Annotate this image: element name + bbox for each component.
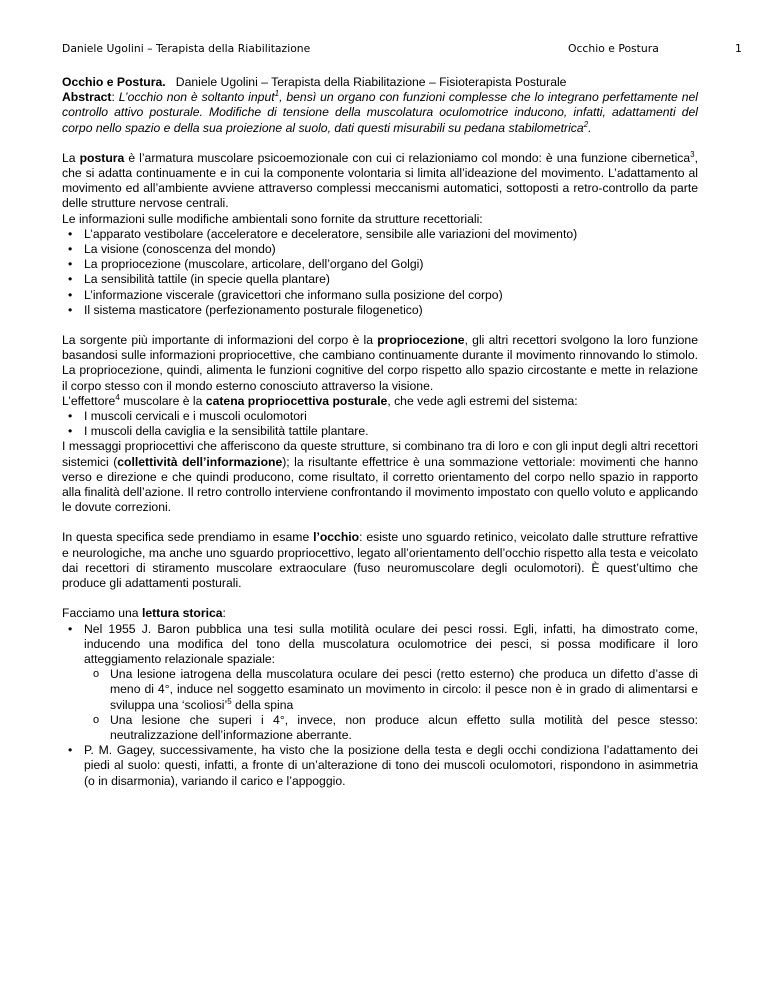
bold-term: collettività dell’informazione — [117, 454, 283, 469]
muscle-list — [62, 409, 698, 439]
abstract-label: Abstract — [62, 90, 112, 105]
page-number: 1 — [735, 42, 742, 55]
abstract-text: L’occhio non è soltanto input — [118, 90, 275, 105]
footnote-ref: 4 — [115, 392, 120, 402]
text: I messaggi propriocettivi che afferiscono da queste strutture, si combinano tra di loro e con gli input degli altri recettori sistemici ( — [62, 439, 698, 469]
text: : — [222, 606, 226, 621]
bold-term: propriocezione — [377, 333, 465, 348]
list-item: • Il sistema masticatore (perfezionamento posturale filogenetico) — [62, 303, 698, 318]
running-header-author: Daniele Ugolini – Terapista della Riabilitazione — [62, 42, 311, 55]
paragraph-messaggi — [62, 439, 698, 515]
list-item: • P. M. Gagey, successivamente, ha visto che la posizione della testa e degli occhi condiziona l’adattamento dei piedi al suolo: questi, infatti, a fronte di un’alterazione di tono dei muscoli oculomotori, rispondono in asimmetria (o in disarmonia), variando il carico e l’appoggio. — [62, 743, 698, 789]
paragraph-occhio — [62, 530, 698, 591]
list-item: • I muscoli della caviglia e la sensibilità tattile plantare. — [62, 424, 698, 439]
text: In questa specifica sede prendiamo in esame — [62, 530, 314, 545]
text: La sorgente più importante di informazioni del corpo è la — [62, 333, 378, 348]
footnote-ref: 3 — [690, 149, 695, 159]
sub-list-item — [90, 667, 698, 713]
document-body — [62, 75, 698, 789]
history-list — [62, 622, 698, 789]
footnote-ref: 5 — [227, 696, 232, 706]
title-line — [62, 75, 698, 90]
list-item: • La visione (conoscenza del mondo) — [62, 242, 698, 257]
text: La — [62, 150, 80, 165]
list-item — [62, 622, 698, 744]
running-header-title: Occhio e Postura — [568, 42, 659, 55]
paragraph-propriocezione — [62, 333, 698, 394]
text: è l’armatura muscolare psicoemozionale con cui ci relazioniamo col mondo: è una funzione cibernetica — [124, 150, 691, 165]
footnote-ref: 2 — [583, 119, 589, 129]
text: ); la risultante effettrice è una sommazione vettoriale: movimenti che hanno verso e direzione e che quindi producono, come risultato, il corretto orientamento del corpo nello spazio in rapporto alla finalità dell’azione. Il retro controllo interviene confrontando il movimento impostato con quello voluto e applicando le dovute correzioni. — [62, 454, 698, 515]
paragraph-postura — [62, 151, 698, 212]
text: Nel 1955 J. Baron pubblica una tesi sulla motilità oculare dei pesci rossi. Egli, infatti, ha dimostrato come, inducendo una modifica del tono della muscolatura oculomotrice dei pesci, si possa modificare il loro atteggiamento relazionale spaziale: — [84, 621, 698, 666]
paragraph-effettore — [62, 394, 698, 409]
bold-term: catena propriocettiva posturale — [205, 393, 388, 408]
footnote-ref: 1 — [274, 89, 280, 99]
text: muscolare è la — [119, 393, 206, 408]
abstract-text: , bensì un organo con funzioni complesse che lo integrano perfettamente nel controllo attivo posturale. Modifiche di tensione della muscolatura oculomotrice inducono, infatti, adattamenti del corpo nello spazio e della sua proiezione al suolo, dati questi misurabili su pedana stabilometrica — [62, 90, 698, 135]
text: , gli altri recettori svolgono la loro funzione basandosi sulle informazioni propriocettive, che cambiano continuamente durante il movimento rinnovando lo stimolo. La propriocezione, quindi, alimenta le funzioni cognitive del corpo rispetto allo spazio circostante e mette in relazione il corpo stesso con il mondo esterno conosciuto attraverso la visione. — [62, 333, 698, 393]
list-item: • La sensibilità tattile (in specie quella plantare) — [62, 272, 698, 287]
text: , che si adatta continuamente e in cui la componente volontaria si limita all’ideazione del movimento. L’adattamento al movimento ed all’ambiente avviene attraverso complessi meccanismi automatici, sottoposti a retro-controllo da parte delle strutture nervose centrali. — [62, 150, 698, 211]
text: Facciamo una — [62, 606, 142, 621]
sub-list — [90, 667, 698, 743]
list-item: • L’apparato vestibolare (acceleratore e deceleratore, sensibile alle variazioni del movimento) — [62, 227, 698, 242]
text: L’effettore — [62, 393, 116, 408]
list-item: • La propriocezione (muscolare, articolare, dell’organo del Golgi) — [62, 257, 698, 272]
document-title: Occhio e Postura. — [62, 75, 166, 89]
receptor-list — [62, 227, 698, 318]
abstract: Abstract: L’occhio non è soltanto input$^1$, bensì un organo con funzioni complesse che lo integrano perfettamente nel controllo attivo posturale. Modifiche di tensione della muscolatura oculomotrice inducono, infatti, adattamenti del corpo nello spazio e della sua proiezione al suolo, dati questi misurabili su pedana stabilometrica$^2$. — [62, 89, 698, 135]
text: Una lesione iatrogena della muscolatura oculare dei pesci (retto esterno) che produca un difetto d’asse di meno di 4°, induce nel soggetto esaminato un movimento in circolo: il pesce non è in grado di alimentarsi e sviluppa una ‘scoliosi’ — [110, 667, 698, 712]
sub-list-item: o Una lesione che superi i 4°, invece, non produce alcun effetto sulla motilità del pesce stesso: neutralizzazione dell’informazione aberrante. — [90, 713, 698, 743]
abstract-text: . — [588, 120, 592, 135]
text: , che vede agli estremi del sistema: — [387, 393, 578, 408]
receptors-intro: Le informazioni sulle modifiche ambientali sono fornite da strutture recettoriali: — [62, 211, 483, 226]
bold-term: postura — [79, 150, 125, 165]
list-item: • I muscoli cervicali e i muscoli oculomotori — [62, 409, 698, 424]
list-item: • L’informazione viscerale (gravicettori che informano sulla posizione del corpo) — [62, 288, 698, 303]
bold-term: lettura storica — [141, 606, 223, 621]
text: : esiste uno sguardo retinico, veicolato dalle strutture refrattive e neurologiche, ma anche uno sguardo propriocettivo, legato all’orientamento dell’occhio rispetto alla testa e veicolato dai recettori di stiramento muscolare extraoculare (fuso neuromuscolare degli oculomotori). È quest’ultimo che produce gli adattamenti posturali. — [62, 530, 698, 591]
text: della spina — [231, 697, 294, 712]
paragraph-storica — [62, 606, 698, 621]
author-line: Daniele Ugolini – Terapista della Riabilitazione – Fisioterapista Posturale — [175, 75, 567, 89]
bold-term: l’occhio — [313, 530, 360, 545]
